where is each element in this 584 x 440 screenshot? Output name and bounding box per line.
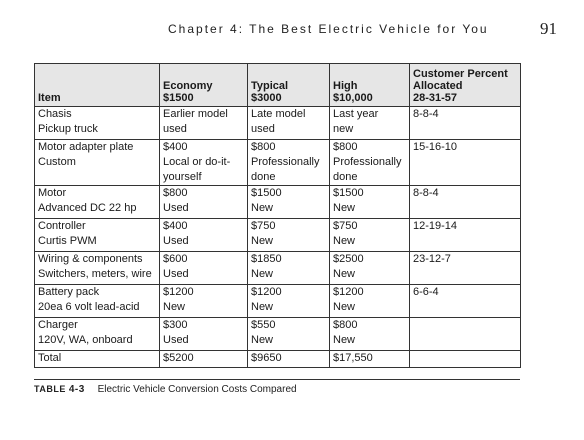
cell-high-line: new	[333, 123, 354, 135]
cell-item-line: Advanced DC 22 hp	[38, 202, 137, 214]
table-row	[35, 107, 521, 140]
total-row	[35, 351, 521, 368]
header-typical-label: Typical	[251, 80, 289, 92]
cell-item-line: Switchers, meters, wire	[38, 268, 152, 280]
header-customer-sublabel: Allocated	[413, 80, 463, 92]
cell-item-line: Wiring & components	[38, 253, 143, 265]
cell-customer	[410, 219, 521, 252]
header-customer-label: Customer Percent	[413, 68, 508, 80]
cell-economy-line: used	[163, 123, 187, 135]
cell-customer	[410, 318, 521, 351]
cell-item-line: Motor adapter plate	[38, 141, 134, 153]
cell-item-line: Motor	[38, 187, 67, 199]
cell-typical-line: done	[251, 171, 276, 183]
caption-label	[34, 384, 85, 394]
cell-economy-line: $1200	[163, 286, 194, 298]
total-high: $17,550	[330, 351, 410, 368]
table-row	[35, 219, 521, 252]
cell-high-line: $750	[333, 220, 358, 232]
cell-item	[35, 107, 160, 140]
cell-economy-line: $300	[163, 319, 188, 331]
cell-customer-line: 23-12-7	[413, 253, 451, 265]
cell-item-line: 20ea 6 volt lead-acid	[38, 301, 140, 313]
cell-typical-line: New	[251, 301, 274, 313]
cell-high	[330, 186, 410, 219]
cell-customer-line: 6-6-4	[413, 286, 439, 298]
cell-high-line: Last year	[333, 108, 379, 120]
cell-high-line: Professionally	[333, 156, 402, 168]
cell-typical	[248, 186, 330, 219]
cell-high	[330, 252, 410, 285]
cell-typical	[248, 107, 330, 140]
cell-economy-line: $600	[163, 253, 188, 265]
cell-customer-line: 8-8-4	[413, 187, 439, 199]
table-row	[35, 285, 521, 318]
cell-customer	[410, 285, 521, 318]
cell-high-line: New	[333, 268, 356, 280]
cell-item-line: Curtis PWM	[38, 235, 97, 247]
cell-economy-line: $400	[163, 220, 188, 232]
cell-economy	[160, 186, 248, 219]
header-customer-split: 28-31-57	[413, 92, 458, 104]
cell-high-line: done	[333, 171, 358, 183]
running-head: Chapter 4: The Best Electric Vehicle for You	[168, 22, 489, 36]
cell-item-line: Battery pack	[38, 286, 100, 298]
cell-economy-line: Used	[163, 235, 189, 247]
cell-typical-line: New	[251, 334, 274, 346]
cell-high-line: New	[333, 334, 356, 346]
cell-item	[35, 219, 160, 252]
cell-customer	[410, 107, 521, 140]
table-row	[35, 140, 521, 186]
cell-economy-line: Earlier model	[163, 108, 228, 120]
cell-item-line: Chasis	[38, 108, 72, 120]
cell-item-line: Custom	[38, 156, 76, 168]
cell-item	[35, 318, 160, 351]
cell-high	[330, 285, 410, 318]
cell-high-line: New	[333, 301, 356, 313]
header-typical	[248, 64, 330, 107]
cell-customer	[410, 252, 521, 285]
table-row	[35, 186, 521, 219]
cell-customer-line: 15-16-10	[413, 141, 458, 153]
total-item: Total	[35, 351, 160, 368]
cell-item	[35, 285, 160, 318]
cell-economy-line: $800	[163, 187, 188, 199]
cell-typical-line: New	[251, 268, 274, 280]
cell-item-line: Pickup truck	[38, 123, 98, 135]
cell-high-line: $800	[333, 141, 358, 153]
cell-typical	[248, 285, 330, 318]
header-high	[330, 64, 410, 107]
table-row	[35, 252, 521, 285]
cell-customer	[410, 186, 521, 219]
cell-typical-line: $1850	[251, 253, 282, 265]
cell-economy	[160, 318, 248, 351]
cell-typical-line: New	[251, 202, 274, 214]
cell-high	[330, 219, 410, 252]
cell-item	[35, 186, 160, 219]
cell-economy	[160, 219, 248, 252]
cell-item	[35, 140, 160, 186]
caption-rule	[34, 379, 520, 380]
caption-text: Electric Vehicle Conversion Costs Compared	[97, 384, 297, 395]
cell-item-line: 120V, WA, onboard	[38, 334, 133, 346]
header-economy-cost: $1500	[163, 92, 194, 104]
caption-number: 4-3	[68, 384, 85, 395]
cell-high	[330, 107, 410, 140]
cell-high	[330, 318, 410, 351]
total-customer	[410, 351, 521, 368]
cell-economy	[160, 285, 248, 318]
caption-label-word: TABLE	[34, 384, 66, 394]
cell-economy	[160, 252, 248, 285]
cell-customer-line: 8-8-4	[413, 108, 439, 120]
header-typical-cost: $3000	[251, 92, 282, 104]
cell-high-line: New	[333, 202, 356, 214]
page-number: 91	[540, 19, 557, 38]
cell-economy-line: Used	[163, 268, 189, 280]
cell-item-line: Controller	[38, 220, 86, 232]
cell-customer	[410, 140, 521, 186]
header-item	[35, 64, 160, 107]
cell-typical-line: $800	[251, 141, 276, 153]
cell-high-line: New	[333, 235, 356, 247]
cell-economy	[160, 140, 248, 186]
cell-typical-line: $1500	[251, 187, 282, 199]
cell-customer-line: 12-19-14	[413, 220, 458, 232]
table-container	[34, 63, 520, 368]
header-economy-label: Economy	[163, 80, 213, 92]
cell-high	[330, 140, 410, 186]
cell-typical	[248, 252, 330, 285]
table-caption	[34, 384, 297, 395]
cell-typical-line: $750	[251, 220, 276, 232]
table-row	[35, 318, 521, 351]
cell-high-line: $1200	[333, 286, 364, 298]
header-high-label: High	[333, 80, 358, 92]
cell-economy-line: Local or do-it-	[163, 156, 231, 168]
cell-typical-line: $550	[251, 319, 276, 331]
total-economy: $5200	[160, 351, 248, 368]
header-item-label: Item	[38, 92, 61, 104]
cell-typical-line: $1200	[251, 286, 282, 298]
cell-economy-line: Used	[163, 202, 189, 214]
header-economy	[160, 64, 248, 107]
cell-typical-line: Professionally	[251, 156, 320, 168]
total-typical: $9650	[248, 351, 330, 368]
cell-typical-line: Late model	[251, 108, 306, 120]
header-customer-percent	[410, 64, 521, 107]
cell-economy	[160, 107, 248, 140]
cell-economy-line: Used	[163, 334, 189, 346]
cell-high-line: $1500	[333, 187, 364, 199]
table-header-row	[35, 64, 521, 107]
cell-high-line: $2500	[333, 253, 364, 265]
cell-high-line: $800	[333, 319, 358, 331]
cell-typical	[248, 318, 330, 351]
header-high-cost: $10,000	[333, 92, 373, 104]
cell-item	[35, 252, 160, 285]
cell-economy-line: New	[163, 301, 186, 313]
cell-typical	[248, 219, 330, 252]
cell-typical-line: used	[251, 123, 275, 135]
cell-item-line: Charger	[38, 319, 78, 331]
cell-economy-line: yourself	[163, 171, 202, 183]
cell-typical	[248, 140, 330, 186]
conversion-costs-table	[34, 63, 521, 368]
cell-economy-line: $400	[163, 141, 188, 153]
cell-typical-line: New	[251, 235, 274, 247]
table-body	[35, 107, 521, 368]
